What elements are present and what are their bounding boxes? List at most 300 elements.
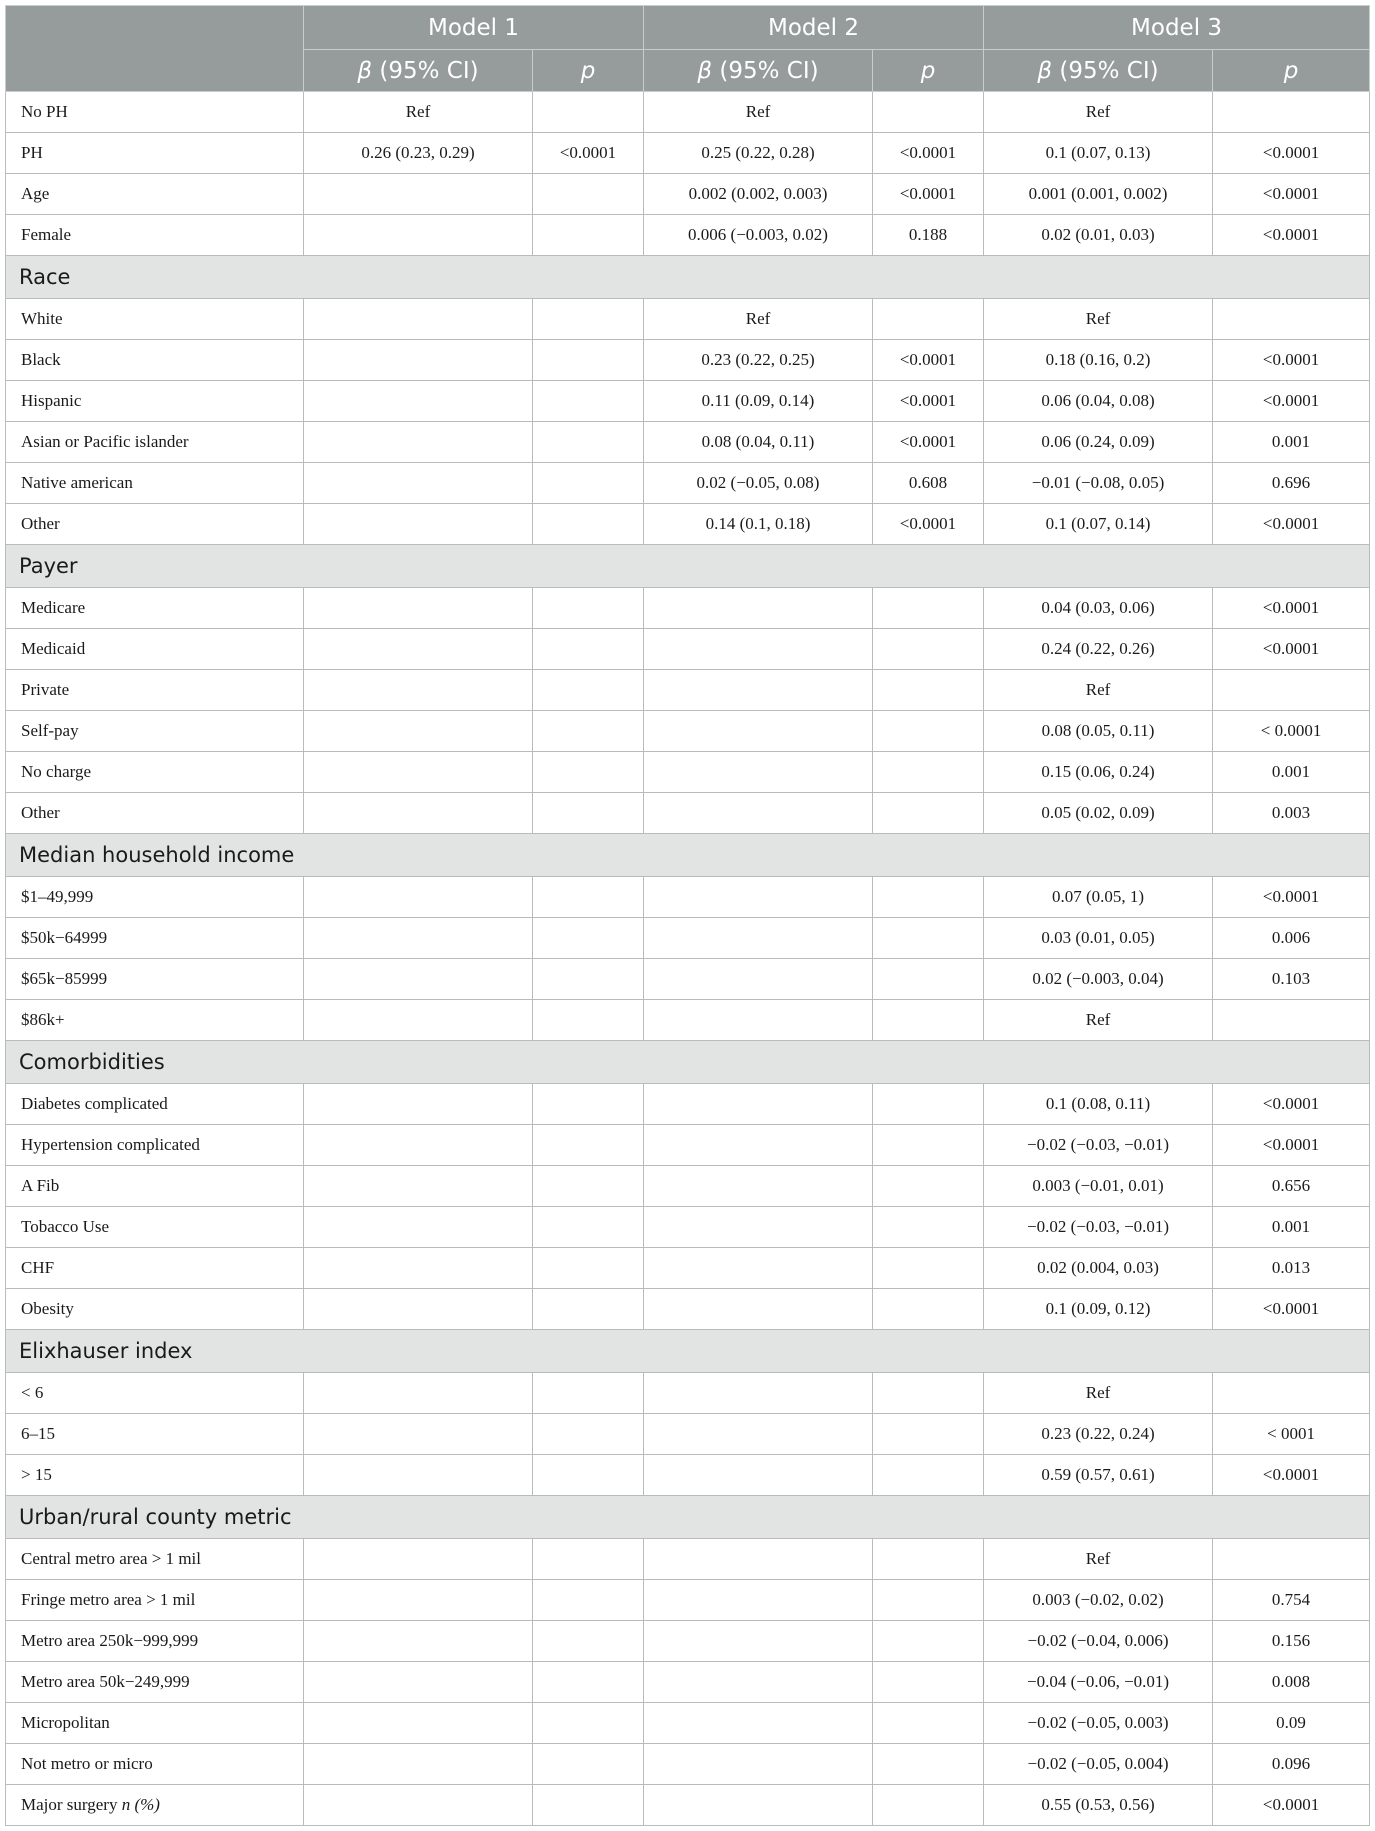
row-label [6, 877, 304, 918]
cell-m1-p [533, 1662, 644, 1703]
cell-m1-beta [304, 215, 533, 256]
table-body [6, 92, 1370, 1826]
row-label-text: Hypertension complicated [21, 1135, 200, 1154]
row-label [6, 588, 304, 629]
cell-m1-p: <0.0001 [533, 133, 644, 174]
table-row [6, 215, 1370, 256]
cell-m3-beta: −0.02 (−0.03, −0.01) [984, 1207, 1213, 1248]
cell-m1-p [533, 92, 644, 133]
cell-m3-p [1213, 299, 1370, 340]
cell-m2-p [873, 1455, 984, 1496]
cell-m1-beta [304, 1744, 533, 1785]
row-label-text: Other [21, 514, 60, 533]
cell-m3-p: 0.006 [1213, 918, 1370, 959]
cell-m3-beta: Ref [984, 299, 1213, 340]
cell-m2-beta: 0.25 (0.22, 0.28) [644, 133, 873, 174]
cell-m1-p [533, 1166, 644, 1207]
cell-m1-beta [304, 793, 533, 834]
cell-m2-beta: 0.08 (0.04, 0.11) [644, 422, 873, 463]
row-label-text: No PH [21, 102, 68, 121]
section-header-row [6, 1330, 1370, 1373]
cell-m1-beta [304, 1166, 533, 1207]
cell-m2-p: <0.0001 [873, 381, 984, 422]
cell-m1-p [533, 504, 644, 545]
p-label: p [580, 57, 596, 84]
section-header-row [6, 256, 1370, 299]
cell-m3-p: <0.0001 [1213, 1455, 1370, 1496]
cell-m1-beta [304, 1621, 533, 1662]
cell-m3-p: < 0001 [1213, 1414, 1370, 1455]
cell-m2-beta [644, 1125, 873, 1166]
cell-m1-beta [304, 1414, 533, 1455]
row-label-text: Medicaid [21, 639, 86, 658]
cell-m2-beta: 0.23 (0.22, 0.25) [644, 340, 873, 381]
beta-symbol: β [697, 57, 713, 84]
cell-m2-p: 0.188 [873, 215, 984, 256]
cell-m2-beta [644, 1662, 873, 1703]
cell-m2-beta: 0.14 (0.1, 0.18) [644, 504, 873, 545]
row-label [6, 629, 304, 670]
row-label-text: Diabetes complicated [21, 1094, 168, 1113]
table-row [6, 1621, 1370, 1662]
cell-m2-p [873, 1248, 984, 1289]
cell-m1-beta [304, 299, 533, 340]
table-row [6, 1373, 1370, 1414]
ci-label: (95% CI) [1059, 57, 1159, 84]
cell-m1-beta [304, 1000, 533, 1041]
cell-m2-p [873, 1125, 984, 1166]
cell-m2-p [873, 1621, 984, 1662]
cell-m3-beta: 0.1 (0.07, 0.14) [984, 504, 1213, 545]
cell-m1-p [533, 381, 644, 422]
row-label-text: Central metro area > 1 mil [21, 1549, 201, 1568]
row-label-text: Other [21, 803, 60, 822]
section-label: Median household income [6, 834, 1370, 877]
cell-m1-beta [304, 1455, 533, 1496]
cell-m3-p: <0.0001 [1213, 381, 1370, 422]
cell-m1-beta [304, 340, 533, 381]
ci-label: (95% CI) [379, 57, 479, 84]
cell-m2-p [873, 959, 984, 1000]
cell-m3-p: 0.754 [1213, 1580, 1370, 1621]
cell-m3-p: 0.001 [1213, 422, 1370, 463]
cell-m1-beta [304, 1125, 533, 1166]
row-label-text: A Fib [21, 1176, 60, 1195]
cell-m1-p [533, 1539, 644, 1580]
row-label [6, 1414, 304, 1455]
beta-symbol: β [357, 57, 373, 84]
cell-m3-p: 0.156 [1213, 1621, 1370, 1662]
cell-m1-beta [304, 1580, 533, 1621]
cell-m1-beta [304, 670, 533, 711]
cell-m2-p [873, 752, 984, 793]
row-label [6, 1785, 304, 1826]
cell-m2-p [873, 588, 984, 629]
cell-m3-p [1213, 670, 1370, 711]
table-row [6, 1785, 1370, 1826]
row-label-text: $65k−85999 [21, 969, 108, 988]
cell-m2-p [873, 1207, 984, 1248]
cell-m3-beta: 0.05 (0.02, 0.09) [984, 793, 1213, 834]
row-label [6, 1166, 304, 1207]
row-label-text: Fringe metro area > 1 mil [21, 1590, 196, 1609]
row-label [6, 1373, 304, 1414]
cell-m2-beta: 0.002 (0.002, 0.003) [644, 174, 873, 215]
cell-m2-p: <0.0001 [873, 133, 984, 174]
row-label [6, 1539, 304, 1580]
cell-m2-p [873, 1000, 984, 1041]
cell-m2-p: <0.0001 [873, 340, 984, 381]
cell-m3-p [1213, 1000, 1370, 1041]
row-label [6, 918, 304, 959]
cell-m3-p: <0.0001 [1213, 1084, 1370, 1125]
cell-m3-beta: 0.55 (0.53, 0.56) [984, 1785, 1213, 1826]
cell-m3-beta: 0.02 (−0.003, 0.04) [984, 959, 1213, 1000]
row-label [6, 174, 304, 215]
section-header-row [6, 545, 1370, 588]
cell-m1-p [533, 215, 644, 256]
table-row [6, 1580, 1370, 1621]
cell-m1-p [533, 1703, 644, 1744]
cell-m2-beta: 0.02 (−0.05, 0.08) [644, 463, 873, 504]
table-row [6, 174, 1370, 215]
row-label [6, 463, 304, 504]
row-label [6, 1744, 304, 1785]
cell-m3-p [1213, 1373, 1370, 1414]
cell-m2-p [873, 1539, 984, 1580]
cell-m2-beta [644, 629, 873, 670]
cell-m3-beta: 0.02 (0.004, 0.03) [984, 1248, 1213, 1289]
cell-m3-beta: 0.1 (0.09, 0.12) [984, 1289, 1213, 1330]
row-label [6, 1662, 304, 1703]
cell-m1-beta [304, 1207, 533, 1248]
cell-m3-p: 0.008 [1213, 1662, 1370, 1703]
cell-m1-p [533, 629, 644, 670]
cell-m3-beta: 0.003 (−0.02, 0.02) [984, 1580, 1213, 1621]
table-row [6, 1539, 1370, 1580]
cell-m3-p: 0.003 [1213, 793, 1370, 834]
cell-m3-beta: 0.59 (0.57, 0.61) [984, 1455, 1213, 1496]
cell-m2-p [873, 299, 984, 340]
row-label-suffix: n (%) [121, 1795, 160, 1814]
cell-m1-beta [304, 752, 533, 793]
cell-m3-beta: Ref [984, 92, 1213, 133]
row-label [6, 959, 304, 1000]
cell-m3-p: <0.0001 [1213, 1125, 1370, 1166]
row-label-text: CHF [21, 1258, 55, 1277]
row-label [6, 1000, 304, 1041]
cell-m1-p [533, 340, 644, 381]
cell-m3-p: <0.0001 [1213, 877, 1370, 918]
header-p-m2 [873, 50, 984, 92]
header-corner-cell [6, 6, 304, 92]
row-label [6, 340, 304, 381]
cell-m2-beta [644, 959, 873, 1000]
cell-m2-beta: Ref [644, 92, 873, 133]
section-label: Elixhauser index [6, 1330, 1370, 1373]
cell-m1-beta [304, 959, 533, 1000]
cell-m1-p [533, 1373, 644, 1414]
table-row [6, 381, 1370, 422]
cell-m3-beta: 0.08 (0.05, 0.11) [984, 711, 1213, 752]
cell-m2-beta: Ref [644, 299, 873, 340]
table-row [6, 1248, 1370, 1289]
cell-m1-p [533, 752, 644, 793]
row-label [6, 1248, 304, 1289]
header-model-1: Model 1 [304, 6, 644, 50]
row-label [6, 1455, 304, 1496]
row-label-text: Metro area 250k−999,999 [21, 1631, 199, 1650]
cell-m3-beta: Ref [984, 1000, 1213, 1041]
cell-m3-beta: −0.02 (−0.03, −0.01) [984, 1125, 1213, 1166]
cell-m3-beta: 0.02 (0.01, 0.03) [984, 215, 1213, 256]
table-row [6, 752, 1370, 793]
p-label: p [1283, 57, 1299, 84]
cell-m2-beta [644, 877, 873, 918]
cell-m1-p [533, 1785, 644, 1826]
cell-m2-beta [644, 918, 873, 959]
row-label-text: Asian or Pacific islander [21, 432, 189, 451]
cell-m3-p: 0.001 [1213, 752, 1370, 793]
cell-m2-p [873, 1662, 984, 1703]
cell-m1-beta [304, 1785, 533, 1826]
cell-m2-beta [644, 1248, 873, 1289]
table-row [6, 1289, 1370, 1330]
row-label [6, 1207, 304, 1248]
cell-m2-p [873, 1785, 984, 1826]
cell-m3-beta: 0.003 (−0.01, 0.01) [984, 1166, 1213, 1207]
table-row [6, 959, 1370, 1000]
cell-m3-beta: 0.1 (0.08, 0.11) [984, 1084, 1213, 1125]
cell-m3-p: 0.09 [1213, 1703, 1370, 1744]
beta-symbol: β [1037, 57, 1053, 84]
cell-m2-beta: 0.11 (0.09, 0.14) [644, 381, 873, 422]
table-row [6, 1744, 1370, 1785]
row-label-text: Major surgery [21, 1795, 118, 1814]
row-label-text: Hispanic [21, 391, 82, 410]
header-beta-ci-m2 [644, 50, 873, 92]
cell-m3-p: <0.0001 [1213, 588, 1370, 629]
cell-m3-beta: Ref [984, 670, 1213, 711]
row-label [6, 793, 304, 834]
cell-m1-p [533, 1580, 644, 1621]
cell-m1-beta: Ref [304, 92, 533, 133]
row-label-text: Tobacco Use [21, 1217, 110, 1236]
cell-m2-beta [644, 1744, 873, 1785]
cell-m3-p: <0.0001 [1213, 340, 1370, 381]
table-row [6, 1207, 1370, 1248]
table-row [6, 793, 1370, 834]
cell-m2-beta [644, 670, 873, 711]
cell-m3-p [1213, 92, 1370, 133]
cell-m3-beta: 0.1 (0.07, 0.13) [984, 133, 1213, 174]
cell-m2-beta [644, 1621, 873, 1662]
cell-m1-beta [304, 1289, 533, 1330]
cell-m2-p [873, 1414, 984, 1455]
cell-m3-p: 0.696 [1213, 463, 1370, 504]
table-row [6, 670, 1370, 711]
cell-m1-p [533, 711, 644, 752]
cell-m1-p [533, 299, 644, 340]
cell-m3-p: <0.0001 [1213, 215, 1370, 256]
cell-m2-beta [644, 1207, 873, 1248]
cell-m1-p [533, 877, 644, 918]
row-label-text: Medicare [21, 598, 86, 617]
cell-m3-p: <0.0001 [1213, 174, 1370, 215]
cell-m1-p [533, 1621, 644, 1662]
cell-m1-p [533, 959, 644, 1000]
row-label [6, 422, 304, 463]
section-header-row [6, 834, 1370, 877]
cell-m2-beta [644, 1580, 873, 1621]
cell-m3-beta: 0.06 (0.04, 0.08) [984, 381, 1213, 422]
cell-m1-p [533, 463, 644, 504]
cell-m2-beta [644, 711, 873, 752]
cell-m2-beta [644, 1703, 873, 1744]
cell-m2-p [873, 670, 984, 711]
cell-m1-p [533, 1084, 644, 1125]
cell-m2-p: 0.608 [873, 463, 984, 504]
row-label [6, 215, 304, 256]
cell-m3-beta: 0.23 (0.22, 0.24) [984, 1414, 1213, 1455]
cell-m1-p [533, 918, 644, 959]
row-label-text: < 6 [21, 1383, 44, 1402]
cell-m1-beta [304, 1539, 533, 1580]
cell-m1-beta [304, 711, 533, 752]
cell-m3-beta: −0.02 (−0.05, 0.004) [984, 1744, 1213, 1785]
cell-m2-p [873, 1580, 984, 1621]
cell-m1-beta [304, 1084, 533, 1125]
table-row [6, 422, 1370, 463]
cell-m1-p [533, 1744, 644, 1785]
row-label-text: 6–15 [21, 1424, 55, 1443]
row-label [6, 1580, 304, 1621]
row-label-text: No charge [21, 762, 92, 781]
row-label-text: Obesity [21, 1299, 74, 1318]
header-model-2: Model 2 [644, 6, 984, 50]
cell-m1-beta: 0.26 (0.23, 0.29) [304, 133, 533, 174]
header-p-m1 [533, 50, 644, 92]
cell-m2-beta [644, 1084, 873, 1125]
cell-m1-beta [304, 381, 533, 422]
header-p-m3 [1213, 50, 1370, 92]
cell-m3-p: < 0.0001 [1213, 711, 1370, 752]
table-row [6, 629, 1370, 670]
cell-m3-beta: −0.01 (−0.08, 0.05) [984, 463, 1213, 504]
header-beta-ci-m1 [304, 50, 533, 92]
cell-m1-p [533, 588, 644, 629]
cell-m3-beta: 0.07 (0.05, 1) [984, 877, 1213, 918]
cell-m2-beta [644, 1455, 873, 1496]
cell-m3-p: <0.0001 [1213, 629, 1370, 670]
row-label-text: Metro area 50k−249,999 [21, 1672, 190, 1691]
table-row [6, 504, 1370, 545]
cell-m1-p [533, 422, 644, 463]
cell-m1-beta [304, 1662, 533, 1703]
cell-m3-p: 0.001 [1213, 1207, 1370, 1248]
row-label-text: $1–49,999 [21, 887, 94, 906]
cell-m2-p [873, 918, 984, 959]
cell-m1-p [533, 670, 644, 711]
row-label [6, 711, 304, 752]
cell-m2-beta [644, 1373, 873, 1414]
cell-m3-beta: 0.24 (0.22, 0.26) [984, 629, 1213, 670]
cell-m2-p [873, 877, 984, 918]
table-row [6, 1000, 1370, 1041]
table-row [6, 299, 1370, 340]
row-label-text: Age [21, 184, 50, 203]
cell-m3-p: <0.0001 [1213, 504, 1370, 545]
table-row [6, 340, 1370, 381]
cell-m1-p [533, 1125, 644, 1166]
cell-m3-beta: 0.15 (0.06, 0.24) [984, 752, 1213, 793]
cell-m2-beta [644, 1000, 873, 1041]
cell-m1-beta [304, 1703, 533, 1744]
cell-m3-beta: −0.02 (−0.05, 0.003) [984, 1703, 1213, 1744]
regression-table [5, 5, 1370, 1826]
cell-m2-beta [644, 1289, 873, 1330]
row-label-text: $50k−64999 [21, 928, 108, 947]
cell-m2-beta [644, 1166, 873, 1207]
cell-m3-beta: −0.02 (−0.04, 0.006) [984, 1621, 1213, 1662]
section-label: Comorbidities [6, 1041, 1370, 1084]
table-row [6, 92, 1370, 133]
row-label-text: > 15 [21, 1465, 52, 1484]
row-label [6, 752, 304, 793]
section-label: Payer [6, 545, 1370, 588]
table-row [6, 463, 1370, 504]
cell-m2-p [873, 1744, 984, 1785]
table-row [6, 877, 1370, 918]
row-label-text: Private [21, 680, 70, 699]
header-row-models [6, 6, 1370, 50]
table-row [6, 1414, 1370, 1455]
cell-m3-beta: −0.04 (−0.06, −0.01) [984, 1662, 1213, 1703]
row-label-text: Not metro or micro [21, 1754, 153, 1773]
cell-m1-p [533, 1248, 644, 1289]
cell-m2-beta [644, 1539, 873, 1580]
cell-m3-beta: Ref [984, 1373, 1213, 1414]
cell-m1-beta [304, 504, 533, 545]
cell-m1-beta [304, 629, 533, 670]
row-label-text: PH [21, 143, 43, 162]
cell-m3-p: 0.103 [1213, 959, 1370, 1000]
cell-m2-beta [644, 793, 873, 834]
header-model-3: Model 3 [984, 6, 1370, 50]
table-row [6, 1125, 1370, 1166]
cell-m1-p [533, 1000, 644, 1041]
cell-m2-p: <0.0001 [873, 174, 984, 215]
cell-m3-beta: 0.06 (0.24, 0.09) [984, 422, 1213, 463]
cell-m2-p [873, 1289, 984, 1330]
cell-m1-beta [304, 1248, 533, 1289]
row-label [6, 133, 304, 174]
cell-m3-beta: 0.001 (0.001, 0.002) [984, 174, 1213, 215]
row-label [6, 1125, 304, 1166]
cell-m1-p [533, 1207, 644, 1248]
row-label [6, 1703, 304, 1744]
cell-m1-beta [304, 588, 533, 629]
cell-m3-p: 0.013 [1213, 1248, 1370, 1289]
row-label [6, 92, 304, 133]
cell-m2-p [873, 1373, 984, 1414]
section-header-row [6, 1041, 1370, 1084]
row-label [6, 1621, 304, 1662]
cell-m2-p: <0.0001 [873, 422, 984, 463]
table-row [6, 1084, 1370, 1125]
cell-m2-beta [644, 752, 873, 793]
table-row [6, 1166, 1370, 1207]
